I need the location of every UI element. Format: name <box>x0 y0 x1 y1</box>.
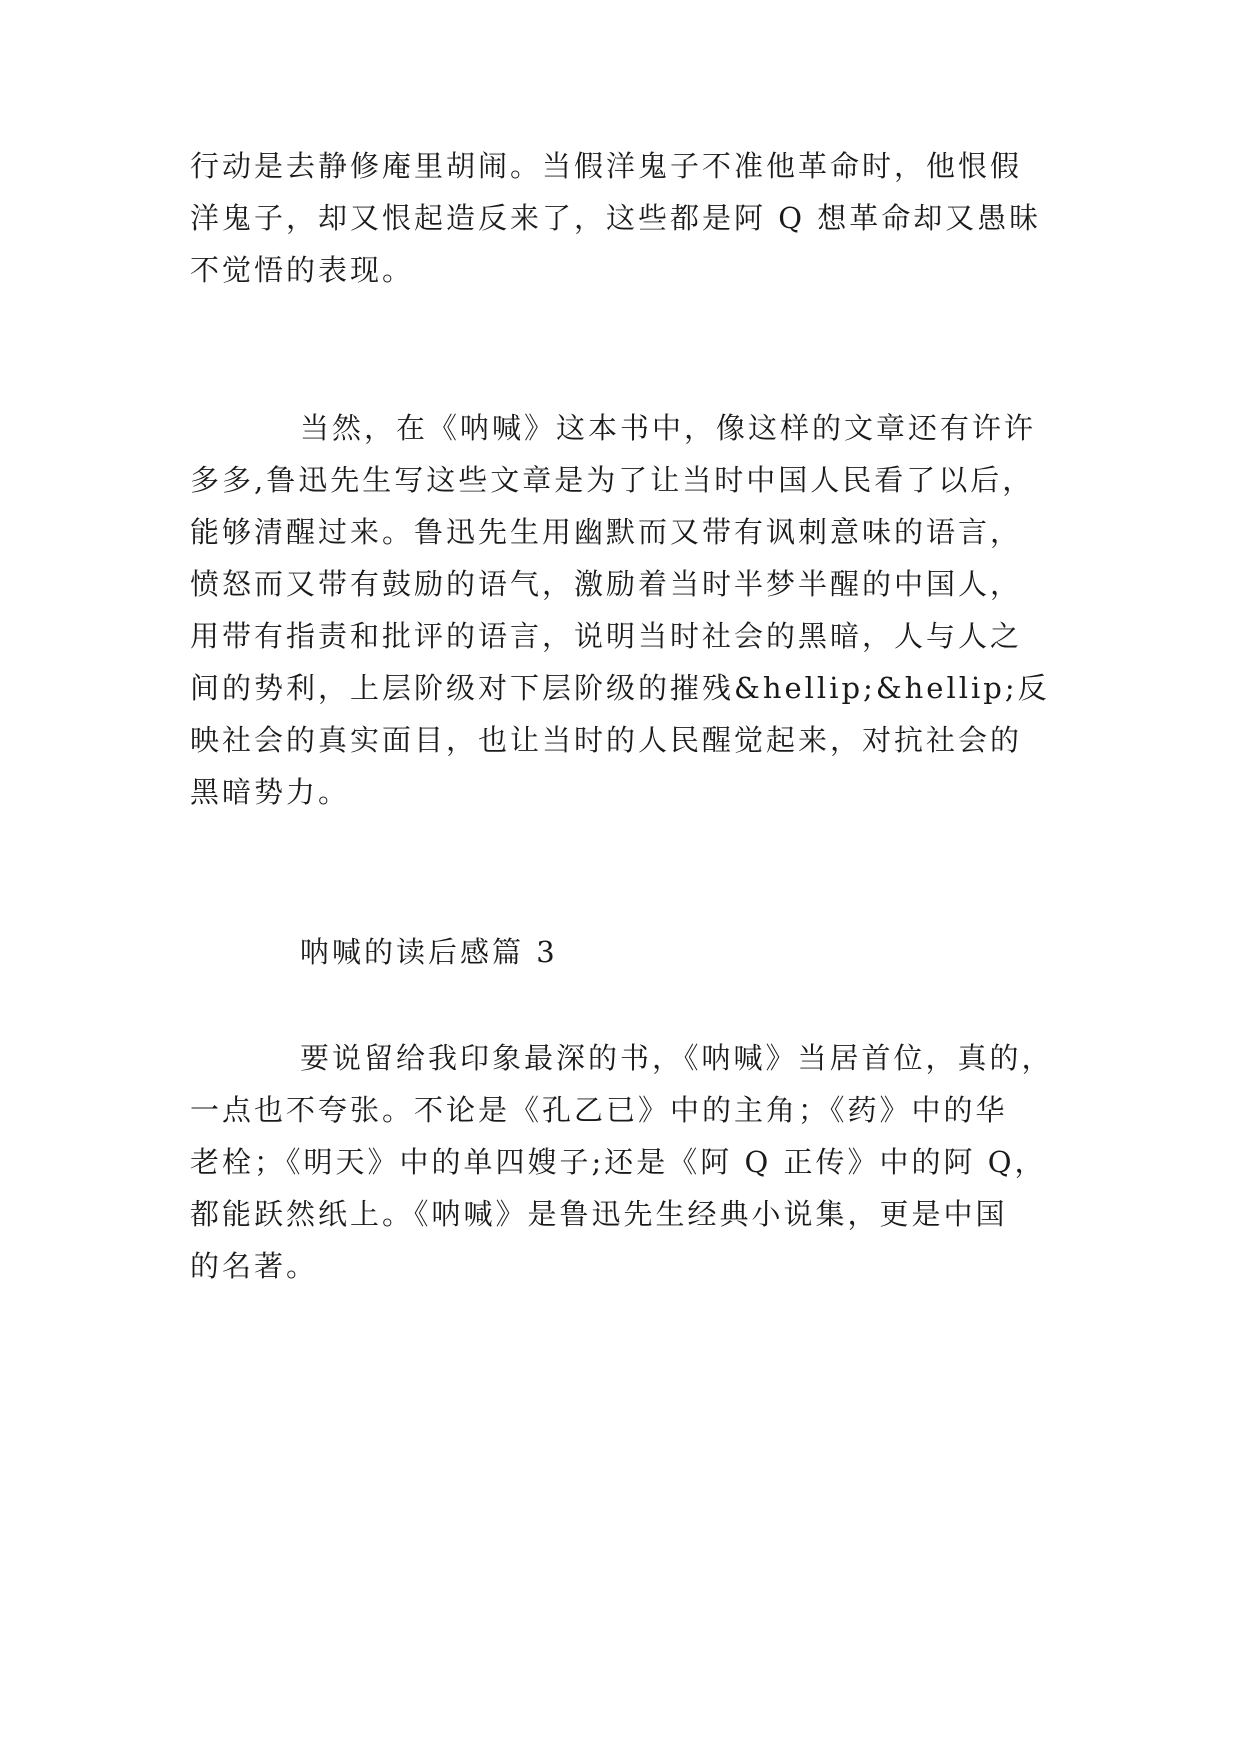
paragraph-line: 老栓；《明天》中的单四嫂子;还是《阿 Q 正传》中的阿 Q， <box>190 1145 1047 1179</box>
paragraph-line: 间的势利，上层阶级对下层阶级的摧残&hellip;&hellip;反 <box>190 671 1050 705</box>
paragraph-line: 一点也不夸张。不论是《孔乙已》中的主角；《药》中的华 <box>190 1093 1008 1127</box>
paragraph-line: 黑暗势力。 <box>190 775 351 809</box>
paragraph-line: 要说留给我印象最深的书，《呐喊》当居首位，真的， <box>300 1041 1054 1075</box>
paragraph-line: 不觉悟的表现。 <box>190 253 415 287</box>
paragraph-line: 洋鬼子，却又恨起造反来了，这些都是阿 Q 想革命却又愚昧 <box>190 201 1042 235</box>
paragraph-line: 的名著。 <box>190 1249 319 1283</box>
section-heading: 呐喊的读后感篇 3 <box>300 935 558 969</box>
paragraph-line: 用带有指责和批评的语言，说明当时社会的黑暗，人与人之 <box>190 619 1023 653</box>
paragraph-line: 愤怒而又带有鼓励的语气，激励着当时半梦半醒的中国人， <box>190 567 1023 601</box>
paragraph-line: 行动是去静修庵里胡闹。当假洋鬼子不准他革命时，他恨假 <box>190 149 1023 183</box>
paragraph-line: 当然，在《呐喊》这本书中，像这样的文章还有许许 <box>300 411 1037 445</box>
paragraph-line: 都能跃然纸上。《呐喊》是鲁迅先生经典小说集，更是中国 <box>190 1197 1008 1231</box>
paragraph-line: 能够清醒过来。鲁迅先生用幽默而又带有讽刺意味的语言， <box>190 515 1023 549</box>
paragraph-line: 映社会的真实面目，也让当时的人民醒觉起来，对抗社会的 <box>190 723 1023 757</box>
paragraph-line: 多多,鲁迅先生写这些文章是为了让当时中国人民看了以后， <box>190 463 1035 497</box>
